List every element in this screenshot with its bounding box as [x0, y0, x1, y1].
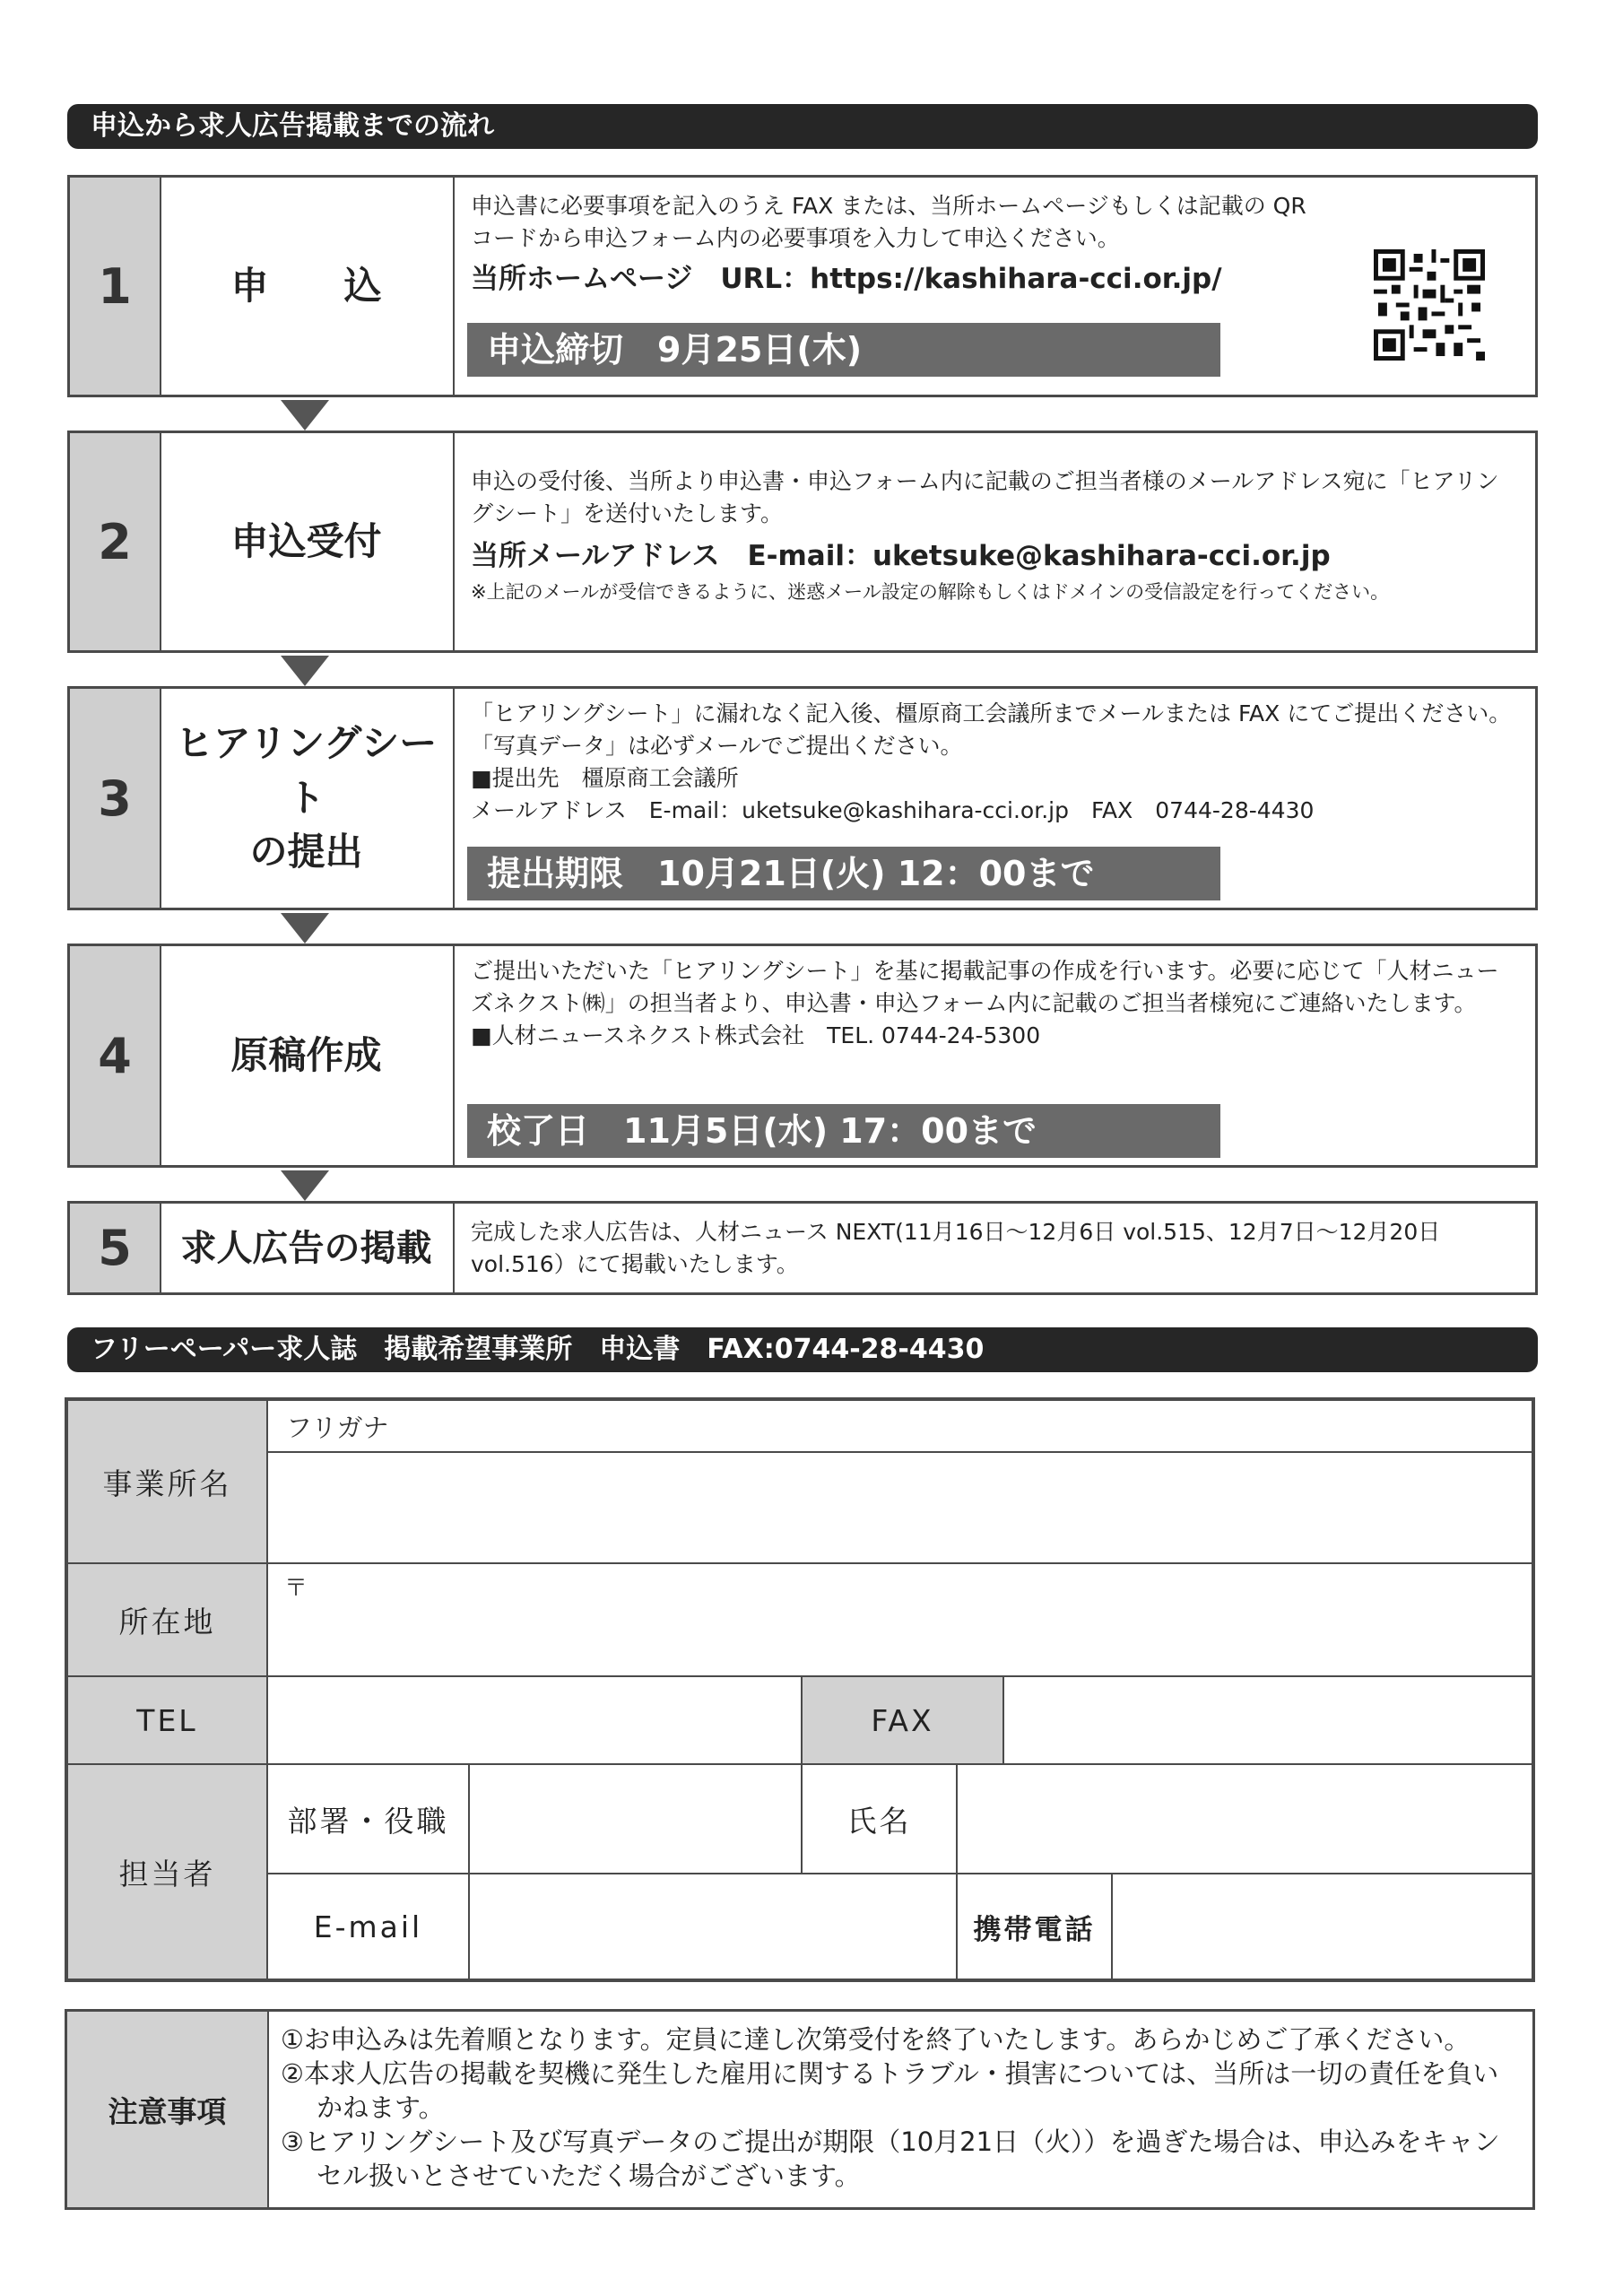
- step-description: 「ヒアリングシート」に漏れなく記入後、橿原商工会議所までメールまたは FAX にてご提出ください。「写真データ」は必ずメールでご提出ください。: [471, 700, 1512, 759]
- step-number: 5: [70, 1204, 161, 1292]
- furigana-field[interactable]: [267, 1400, 1532, 1452]
- step-description: 申込書に必要事項を記入のうえ FAX または、当所ホームページもしくは記載の QR コードから申込フォーム内の必要事項を入力して申込ください。: [471, 193, 1306, 251]
- step-4: [67, 944, 1538, 1168]
- email-label: E-mail: [267, 1874, 469, 1979]
- note-item: ①お申込みは先着順となります。定員に達し次第受付を終了いたします。あらかじめご了承ください。: [281, 2024, 1471, 2055]
- tel-label: TEL: [67, 1676, 267, 1764]
- qr-code-icon[interactable]: [1374, 249, 1485, 361]
- form-section-title: フリーペーパー求人誌 掲載希望事業所 申込書 FAX:0744-28-4430: [67, 1327, 1538, 1372]
- address-field[interactable]: [267, 1563, 1532, 1676]
- arrow-down-icon: [281, 400, 329, 430]
- step-name: ヒアリングシート の提出: [160, 689, 455, 908]
- step-name: 申込受付: [160, 433, 455, 650]
- address-label: 所在地: [67, 1563, 267, 1676]
- step-name: 求人広告の掲載: [160, 1204, 455, 1292]
- step-number: 2: [70, 433, 161, 650]
- step-body: [453, 689, 1535, 908]
- step-description: ご提出いただいた「ヒアリングシート」を基に掲載記事の作成を行います。必要に応じて「人材ニューズネクスト㈱」の担当者より、申込書・申込フォーム内に記載のご担当者様宛にご連絡いたします。: [471, 958, 1499, 1016]
- name-label: 氏名: [802, 1764, 957, 1874]
- notes-box: [65, 2009, 1535, 2210]
- step-number: 4: [70, 946, 161, 1165]
- mobile-phone-label: 携帯電話: [957, 1874, 1112, 1979]
- office-name-field[interactable]: [267, 1452, 1532, 1563]
- step-description: 完成した求人広告は、人材ニュース NEXT(11月16日～12月6日 vol.515、12月7日～12月20日 vol.516）にて掲載いたします。: [471, 1219, 1441, 1277]
- contact-person-label: 担当者: [67, 1764, 267, 1979]
- step-number: 3: [70, 689, 161, 908]
- tel-field[interactable]: [267, 1676, 802, 1764]
- notes-list: [281, 2022, 1520, 2193]
- submission-target: ■提出先 橿原商工会議所: [471, 765, 739, 791]
- office-email[interactable]: 当所メールアドレス E-mail：uketsuke@kashihara-cci.or.jp: [471, 540, 1331, 572]
- application-form: [65, 1397, 1535, 1982]
- step-3: [67, 686, 1538, 910]
- note-item: ②本求人広告の掲載を契機に発生した雇用に関するトラブル・損害については、当所は一切の責任を負いかねます。: [281, 2058, 1499, 2123]
- step-description: 申込の受付後、当所より申込書・申込フォーム内に記載のご担当者様のメールアドレス宛に「ヒアリングシート」を送付いたします。: [471, 468, 1499, 526]
- furigana-label: フリガナ: [286, 1413, 389, 1443]
- notes-label: 注意事項: [67, 2012, 269, 2207]
- flow-section-title: 申込から求人広告掲載までの流れ: [67, 104, 1538, 149]
- mobile-phone-field[interactable]: [1112, 1874, 1532, 1979]
- step-1: [67, 175, 1538, 397]
- step-body: [453, 946, 1535, 1165]
- deadline-banner: 校了日 11月5日(水) 17：00まで: [467, 1104, 1220, 1158]
- company-contact: ■人材ニュースネクスト株式会社 TEL. 0744-24-5300: [471, 1022, 1041, 1048]
- name-field[interactable]: [957, 1764, 1532, 1874]
- arrow-down-icon: [281, 1170, 329, 1201]
- step-number: 1: [70, 178, 161, 395]
- office-name-label: 事業所名: [67, 1400, 267, 1563]
- deadline-banner: 提出期限 10月21日(火) 12：00まで: [467, 847, 1220, 900]
- deadline-banner: 申込締切 9月25日(木): [467, 323, 1220, 377]
- note-item: ③ヒアリングシート及び写真データのご提出が期限（10月21日（火））を過ぎた場合は、申込みをキャンセル扱いとさせていただく場合がございます。: [281, 2126, 1500, 2191]
- step-name: 申 込: [160, 178, 455, 395]
- fax-label: FAX: [802, 1676, 1003, 1764]
- fax-field[interactable]: [1003, 1676, 1532, 1764]
- department-label: 部署・役職: [267, 1764, 469, 1874]
- department-field[interactable]: [469, 1764, 802, 1874]
- step-5: [67, 1201, 1538, 1295]
- postal-mark: 〒: [284, 1575, 308, 1602]
- step-name: 原稿作成: [160, 946, 455, 1165]
- step-2: [67, 430, 1538, 653]
- email-field[interactable]: [469, 1874, 957, 1979]
- arrow-down-icon: [281, 656, 329, 686]
- email-note: ※上記のメールが受信できるように、迷惑メール設定の解除もしくはドメインの受信設定を行ってください。: [471, 581, 1390, 603]
- homepage-url[interactable]: 当所ホームページ URL：https://kashihara-cci.or.jp/: [471, 263, 1222, 295]
- step-body: [453, 433, 1535, 650]
- submission-contact: メールアドレス E-mail：uketsuke@kashihara-cci.or.jp FAX 0744-28-4430: [471, 797, 1315, 823]
- step-body: [453, 1204, 1535, 1292]
- step-body: [453, 178, 1535, 395]
- arrow-down-icon: [281, 913, 329, 944]
